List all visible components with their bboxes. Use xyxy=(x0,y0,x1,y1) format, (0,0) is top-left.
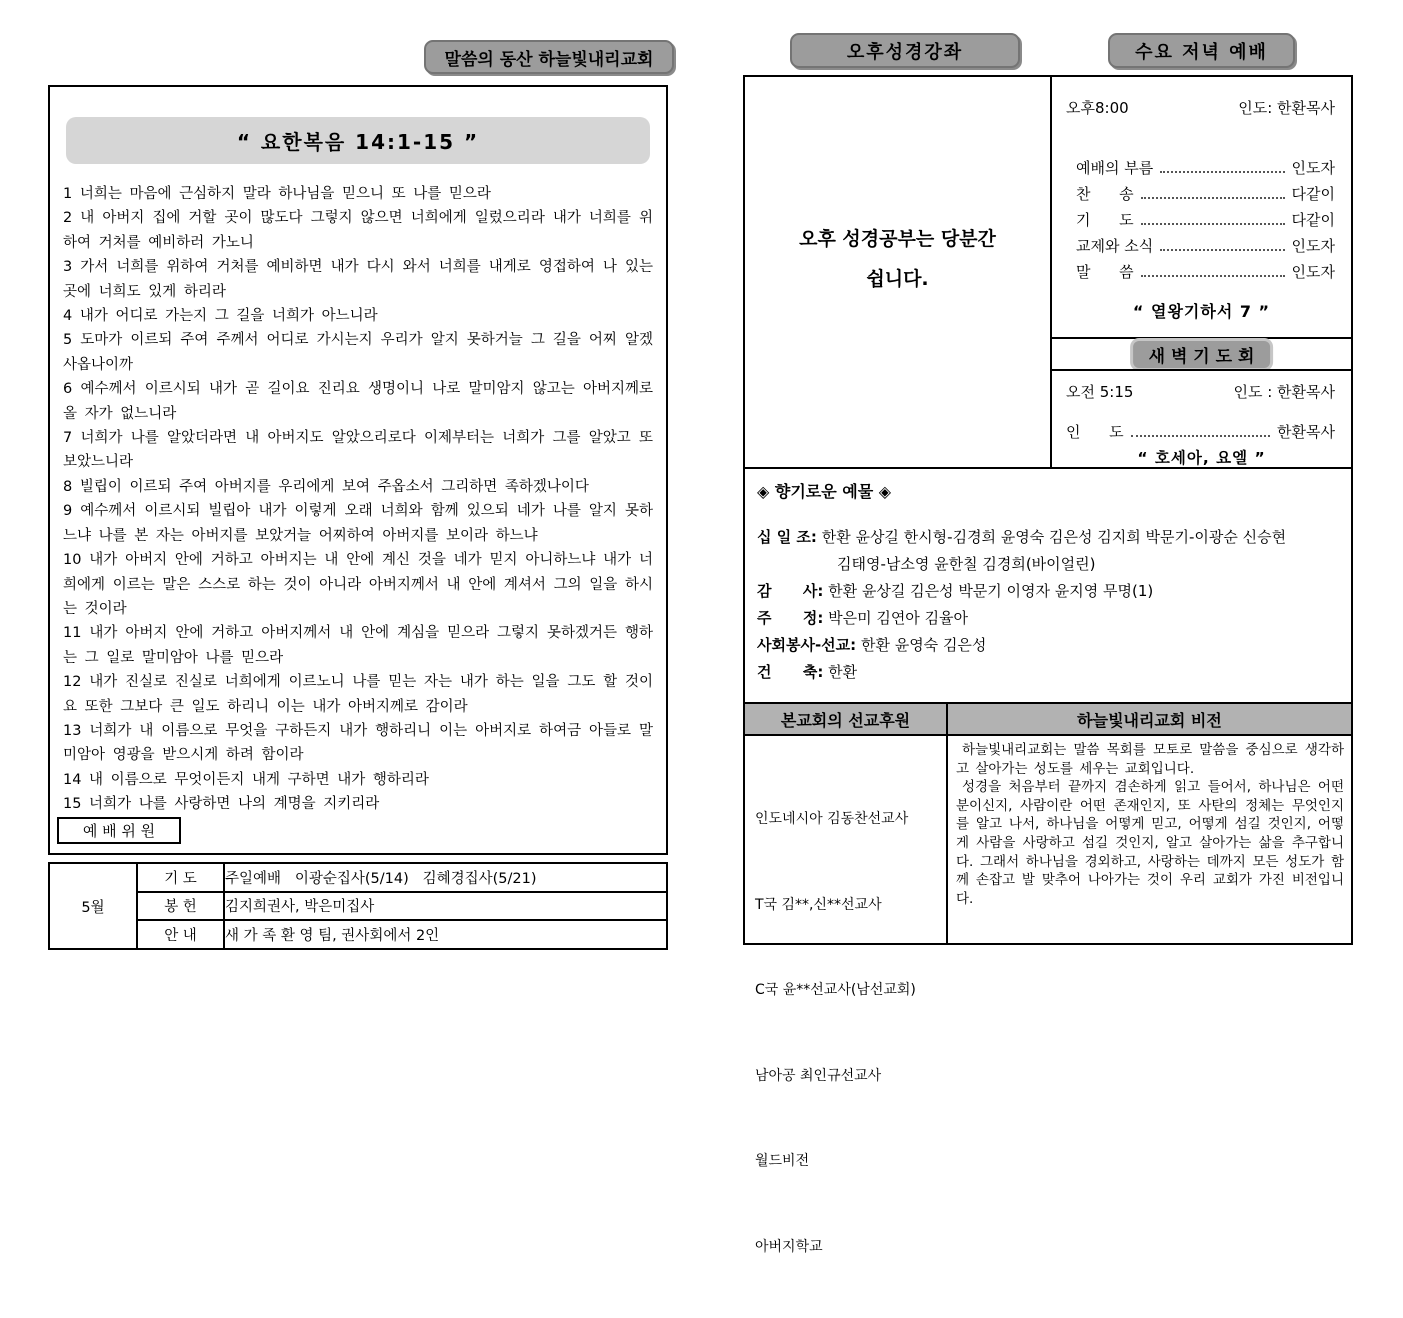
verse: 2 내 아버지 집에 거할 곳이 많도다 그렇지 않으면 너희에게 일렀으리라 내가 너희를 위하여 거처를 예비하러 가노니 xyxy=(63,210,653,251)
wednesday-sermon-title: “ 열왕기하서 7 ” xyxy=(1132,302,1271,321)
verse: 5 도마가 이르되 주여 주께서 어디로 가시는지 우리가 알지 못하거늘 그 길을 어찌 알겠사옵나이까 xyxy=(63,332,653,373)
notice-line: 오후 성경공부는 당분간 xyxy=(799,228,996,250)
offering-row xyxy=(757,659,1337,686)
offering-label: 십 일 조: xyxy=(757,528,817,546)
order-value: 한환목사 xyxy=(1277,423,1335,441)
afternoon-bible-class-tab: 오후성경강좌 xyxy=(790,33,1020,68)
scripture-body xyxy=(50,180,666,817)
order-label: 교제와 소식 xyxy=(1076,237,1154,255)
verse: 14 내 이름으로 무엇이든지 내게 구하면 내가 행하리라 xyxy=(63,771,429,788)
offering-title: ◈ 향기로운 예물 ◈ xyxy=(757,482,892,501)
offering-row xyxy=(757,632,1337,659)
order-label: 예배의 부름 xyxy=(1076,159,1154,177)
dawn-leader: 인도 : 한환목사 xyxy=(1233,383,1335,401)
worship-committee-label: 예 배 위 원 xyxy=(57,817,181,844)
church-name-tab: 말씀의 동산 하늘빛내리교회 xyxy=(424,40,674,74)
offering-label: 감 사: xyxy=(757,582,824,600)
service-order-item xyxy=(1076,230,1335,256)
offering-row-tithe xyxy=(757,524,1337,551)
dawn-sermon-title: “ 호세아, 요엘 ” xyxy=(1137,449,1266,467)
committee-role: 기 도 xyxy=(137,863,224,892)
afternoon-class-cell xyxy=(745,77,1052,467)
dawn-order-list xyxy=(1052,402,1351,442)
mission-item: 남아공 최인규선교사 xyxy=(755,1067,882,1084)
dawn-prayer-tab: 새 벽 기 도 회 xyxy=(1133,341,1271,368)
worship-committee-table xyxy=(48,862,668,950)
order-label: 인 도 xyxy=(1066,423,1124,441)
service-leader: 인도: 한환목사 xyxy=(1238,99,1335,117)
dot-leader xyxy=(1160,249,1284,251)
scripture-page xyxy=(48,85,668,855)
verse: 11 내가 아버지 안에 거하고 아버지께서 내 안에 계심을 믿으라 그렇지 못하겠거든 행하는 그 일로 말미암아 나를 믿으라 xyxy=(63,625,653,666)
offering-label: 사회봉사-선교: xyxy=(757,636,857,654)
committee-role: 안 내 xyxy=(137,920,224,949)
missions-header: 본교회의 선교후원 xyxy=(745,704,948,734)
afternoon-notice xyxy=(745,219,1050,299)
verse: 7 너희가 나를 알았더라면 내 아버지도 알았으리로다 이제부터는 너희가 그를 알았고 또 보았느니라 xyxy=(63,430,653,471)
dot-leader xyxy=(1131,435,1270,437)
verse: 10 내가 아버지 안에 거하고 아버지는 내 안에 계신 것을 네가 믿지 아니하느냐 내가 너희에게 이르는 말은 스스로 하는 것이 아니라 아버지께서 내 안에 계셔서 그의 일을 하시는 것이라 xyxy=(63,552,653,617)
table-row xyxy=(49,863,667,892)
mission-item: 아버지학교 xyxy=(755,1238,823,1255)
committee-value: 김지희권사, 박은미집사 xyxy=(224,892,667,921)
offering-section xyxy=(745,467,1351,702)
verse: 13 너희가 내 이름으로 무엇을 구하든지 내가 행하리니 이는 아버지로 하여금 아들로 말미암아 영광을 받으시게 하려 함이라 xyxy=(63,722,653,764)
table-header-row xyxy=(745,704,1351,736)
mission-item: 인도네시아 김동찬선교사 xyxy=(755,811,909,827)
dawn-time: 오전 5:15 xyxy=(1066,383,1134,401)
verse: 15 너희가 나를 사랑하면 나의 계명을 지키리라 xyxy=(63,796,380,813)
committee-month: 5월 xyxy=(49,863,137,949)
table-body xyxy=(745,734,1351,1255)
offering-row xyxy=(757,578,1337,605)
service-order-item xyxy=(1076,178,1335,204)
vision-paragraph: 하늘빛내리교회는 말씀 목회를 모토로 말씀을 중심으로 생각하고 살아가는 성도를 세우는 교회입니다. xyxy=(956,742,1344,777)
table-row xyxy=(49,920,667,949)
offering-label: 주 정: xyxy=(757,609,824,627)
verse: 12 내가 진실로 진실로 너희에게 이르노니 나를 믿는 자는 내가 하는 일을 그도 할 것이요 또한 그보다 큰 일도 하리니 이는 내가 아버지께로 감이라 xyxy=(63,674,653,715)
service-order-item xyxy=(1076,256,1335,282)
committee-value: 주일예배 이광순집사(5/14) 김혜경집사(5/21) xyxy=(224,863,667,892)
offering-row-tithe-continued: 김태영-남소영 윤한칠 김경희(바이얼린) xyxy=(837,555,1096,573)
mission-item: C국 윤**선교사(남선교회) xyxy=(755,982,916,998)
verse: 9 예수께서 이르시되 빌립아 내가 이렇게 오래 너희와 함께 있으되 네가 나를 알지 못하느냐 나를 본 자는 아버지를 보았거늘 어찌하여 아버지를 보이라 하느냐 xyxy=(63,503,653,544)
dawn-order-item xyxy=(1066,416,1335,442)
mission-item: T국 김**,신**선교사 xyxy=(755,896,882,913)
vision-header: 하늘빛내리교회 비전 xyxy=(948,704,1351,734)
dawn-prayer-section xyxy=(1052,369,1351,468)
order-label: 찬 송 xyxy=(1076,185,1134,203)
order-value: 인도자 xyxy=(1291,159,1335,177)
committee-role: 봉 헌 xyxy=(137,892,224,921)
service-page xyxy=(743,75,1353,1255)
wednesday-evening-service-tab: 수요 저녁 예배 xyxy=(1108,33,1295,68)
service-header xyxy=(1052,77,1351,118)
service-order-list xyxy=(1052,118,1351,282)
order-label: 말 씀 xyxy=(1076,263,1134,281)
verse: 8 빌립이 이르되 주여 아버지를 우리에게 보여 주옵소서 그리하면 족하겠나이다 xyxy=(63,478,589,495)
offering-value: 한환 윤상길 한시형-김경희 윤영숙 김은성 김지희 박문기-이광순 신승현 xyxy=(821,528,1287,546)
offering-value: 박은미 김연아 김율아 xyxy=(828,609,969,627)
order-value: 다같이 xyxy=(1291,185,1335,203)
dot-leader xyxy=(1160,171,1284,173)
service-order-item xyxy=(1076,152,1335,178)
verse: 6 예수께서 이르시되 내가 곧 길이요 진리요 생명이니 나로 말미암지 않고는 아버지께로 올 자가 없느니라 xyxy=(63,381,653,422)
order-value: 인도자 xyxy=(1291,237,1335,255)
offering-label: 건 축: xyxy=(757,663,824,681)
service-order-item xyxy=(1076,204,1335,230)
offering-value: 한환 윤상길 김은성 박문기 이영자 윤지영 무명(1) xyxy=(828,582,1154,600)
order-label: 기 도 xyxy=(1076,211,1134,229)
mission-item: 월드비전 xyxy=(755,1153,810,1169)
order-value: 다같이 xyxy=(1291,211,1335,229)
verse: 1 너희는 마음에 근심하지 말라 하나님을 믿으니 또 나를 믿으라 xyxy=(63,186,491,202)
divider xyxy=(1052,337,1351,339)
mission-vision-table xyxy=(745,702,1351,1255)
scripture-title: “ 요한복음 14:1-15 ” xyxy=(66,117,650,164)
dot-leader xyxy=(1141,223,1285,225)
verse: 4 내가 어디로 가는지 그 길을 너희가 아느니라 xyxy=(63,308,378,325)
offering-value: 한환 윤영숙 김은성 xyxy=(860,636,987,654)
dot-leader xyxy=(1141,275,1285,277)
service-time: 오후8:00 xyxy=(1066,99,1129,117)
offering-value: 한환 xyxy=(828,663,858,681)
vision-paragraph: 성경을 처음부터 끝까지 겸손하게 읽고 들어서, 하나님은 어떤 분이신지, 사람이란 어떤 존재인지, 또 사탄의 정체는 무엇인지를 알고 나서, 하나님을 어떻게 믿고, 어떻게 섬길 것인지, 어떻게 사람을 사랑하고 섬길 것인지, 알고 살아가는 삶을 추구합니다. 그래서 하나님을 경외하고, 사랑하는 데까지 모든 성도가 함께 손잡고 발 맞추어 나아가는 것이 우리 교회가 가진 비전입니다. xyxy=(956,779,1344,907)
committee-value: 새 가 족 환 영 팀, 권사회에서 2인 xyxy=(224,920,667,949)
notice-line: 쉽니다. xyxy=(866,268,929,290)
wednesday-service-cell xyxy=(1052,77,1351,467)
dawn-header xyxy=(1052,369,1351,402)
table-row xyxy=(49,892,667,921)
verse: 3 가서 너희를 위하여 거처를 예비하면 내가 다시 와서 너희를 내게로 영접하여 나 있는 곳에 너희도 있게 하리라 xyxy=(63,259,653,300)
dot-leader xyxy=(1141,197,1285,199)
order-value: 인도자 xyxy=(1291,263,1335,281)
offering-row xyxy=(757,605,1337,632)
missions-list xyxy=(745,734,948,1255)
vision-text xyxy=(948,734,1351,943)
